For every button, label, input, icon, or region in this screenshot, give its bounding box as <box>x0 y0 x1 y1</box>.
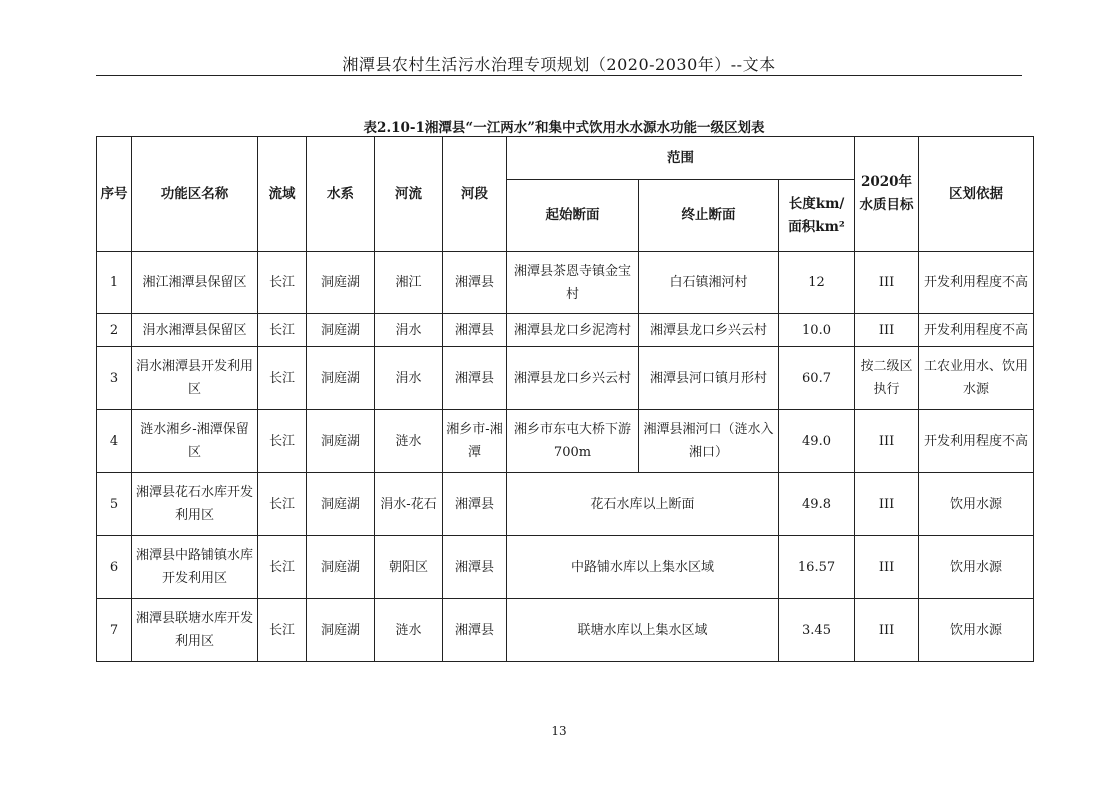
header-section: 河段 <box>443 137 507 252</box>
header-length-line2: 面积km² <box>788 218 845 235</box>
cell-name: 湘江湘潭县保留区 <box>132 252 258 314</box>
cell-start: 湘潭县茶恩寺镇金宝村 <box>507 252 639 314</box>
cell-name: 湘潭县中路铺镇水库开发利用区 <box>132 536 258 599</box>
cell-length: 10.0 <box>779 314 855 347</box>
cell-name: 涓水湘潭县开发利用区 <box>132 347 258 410</box>
cell-section: 湘潭县 <box>443 599 507 662</box>
cell-target: III <box>855 410 919 473</box>
cell-river: 涓水-花石 <box>375 473 443 536</box>
cell-basis: 开发利用程度不高 <box>919 410 1034 473</box>
cell-range-merged: 中路铺水库以上集水区域 <box>507 536 779 599</box>
header-start: 起始断面 <box>507 180 639 252</box>
cell-range-merged: 联塘水库以上集水区域 <box>507 599 779 662</box>
cell-name: 湘潭县花石水库开发利用区 <box>132 473 258 536</box>
cell-basis: 饮用水源 <box>919 536 1034 599</box>
header-system: 水系 <box>307 137 375 252</box>
cell-range-merged: 花石水库以上断面 <box>507 473 779 536</box>
table-row <box>97 347 1034 410</box>
header-basin: 流域 <box>258 137 307 252</box>
table-caption: 表2.10-1湘潭县“一江两水”和集中式饮用水水源水功能一级区划表 <box>363 120 765 136</box>
cell-seq: 2 <box>97 314 132 347</box>
cell-target: III <box>855 599 919 662</box>
cell-seq: 5 <box>97 473 132 536</box>
cell-end: 湘潭县龙口乡兴云村 <box>639 314 779 347</box>
page-number: 13 <box>551 724 567 738</box>
cell-target: III <box>855 314 919 347</box>
cell-basin: 长江 <box>258 314 307 347</box>
cell-basis: 工农业用水、饮用水源 <box>919 347 1034 410</box>
cell-river: 涟水 <box>375 599 443 662</box>
cell-length: 12 <box>779 252 855 314</box>
cell-system: 洞庭湖 <box>307 410 375 473</box>
cell-basin: 长江 <box>258 473 307 536</box>
cell-section: 湘潭县 <box>443 347 507 410</box>
cell-section: 湘乡市-湘潭 <box>443 410 507 473</box>
cell-river: 涓水 <box>375 314 443 347</box>
cell-seq: 3 <box>97 347 132 410</box>
cell-length: 49.0 <box>779 410 855 473</box>
cell-basin: 长江 <box>258 347 307 410</box>
cell-system: 洞庭湖 <box>307 536 375 599</box>
header-length-line1: 长度km/ <box>788 195 845 212</box>
cell-end: 白石镇湘河村 <box>639 252 779 314</box>
cell-target: 按二级区执行 <box>855 347 919 410</box>
cell-end: 湘潭县湘河口（涟水入湘口） <box>639 410 779 473</box>
cell-seq: 4 <box>97 410 132 473</box>
header-end: 终止断面 <box>639 180 779 252</box>
header-length <box>779 180 855 252</box>
cell-system: 洞庭湖 <box>307 347 375 410</box>
cell-target: III <box>855 252 919 314</box>
cell-section: 湘潭县 <box>443 252 507 314</box>
cell-basin: 长江 <box>258 536 307 599</box>
header-basis: 区划依据 <box>919 137 1034 252</box>
cell-basis: 开发利用程度不高 <box>919 252 1034 314</box>
water-function-zoning-table <box>96 136 1034 662</box>
cell-start: 湘潭县龙口乡泥湾村 <box>507 314 639 347</box>
header-name: 功能区名称 <box>132 137 258 252</box>
cell-name: 涓水湘潭县保留区 <box>132 314 258 347</box>
cell-length: 3.45 <box>779 599 855 662</box>
running-header: 湘潭县农村生活污水治理专项规划（2020-2030年）--文本 <box>342 55 776 74</box>
cell-start: 湘潭县龙口乡兴云村 <box>507 347 639 410</box>
header-river: 河流 <box>375 137 443 252</box>
table-row <box>97 252 1034 314</box>
cell-river: 湘江 <box>375 252 443 314</box>
table-row <box>97 473 1034 536</box>
cell-river: 朝阳区 <box>375 536 443 599</box>
cell-section: 湘潭县 <box>443 314 507 347</box>
cell-end: 湘潭县河口镇月形村 <box>639 347 779 410</box>
cell-basin: 长江 <box>258 252 307 314</box>
cell-basis: 饮用水源 <box>919 599 1034 662</box>
cell-river: 涓水 <box>375 347 443 410</box>
cell-basin: 长江 <box>258 599 307 662</box>
table-row <box>97 314 1034 347</box>
header-divider <box>96 75 1022 76</box>
cell-system: 洞庭湖 <box>307 314 375 347</box>
table-row <box>97 536 1034 599</box>
cell-basin: 长江 <box>258 410 307 473</box>
cell-system: 洞庭湖 <box>307 252 375 314</box>
header-seq: 序号 <box>97 137 132 252</box>
cell-section: 湘潭县 <box>443 473 507 536</box>
cell-target: III <box>855 473 919 536</box>
table-row <box>97 410 1034 473</box>
cell-seq: 7 <box>97 599 132 662</box>
header-target: 2020年水质目标 <box>855 137 919 252</box>
cell-target: III <box>855 536 919 599</box>
cell-name: 涟水湘乡-湘潭保留区 <box>132 410 258 473</box>
cell-length: 16.57 <box>779 536 855 599</box>
cell-length: 49.8 <box>779 473 855 536</box>
cell-system: 洞庭湖 <box>307 599 375 662</box>
cell-system: 洞庭湖 <box>307 473 375 536</box>
cell-seq: 1 <box>97 252 132 314</box>
cell-section: 湘潭县 <box>443 536 507 599</box>
cell-basis: 开发利用程度不高 <box>919 314 1034 347</box>
cell-name: 湘潭县联塘水库开发利用区 <box>132 599 258 662</box>
cell-seq: 6 <box>97 536 132 599</box>
cell-river: 涟水 <box>375 410 443 473</box>
table-row <box>97 599 1034 662</box>
cell-start: 湘乡市东屯大桥下游700m <box>507 410 639 473</box>
cell-length: 60.7 <box>779 347 855 410</box>
cell-basis: 饮用水源 <box>919 473 1034 536</box>
header-range: 范围 <box>507 137 855 180</box>
